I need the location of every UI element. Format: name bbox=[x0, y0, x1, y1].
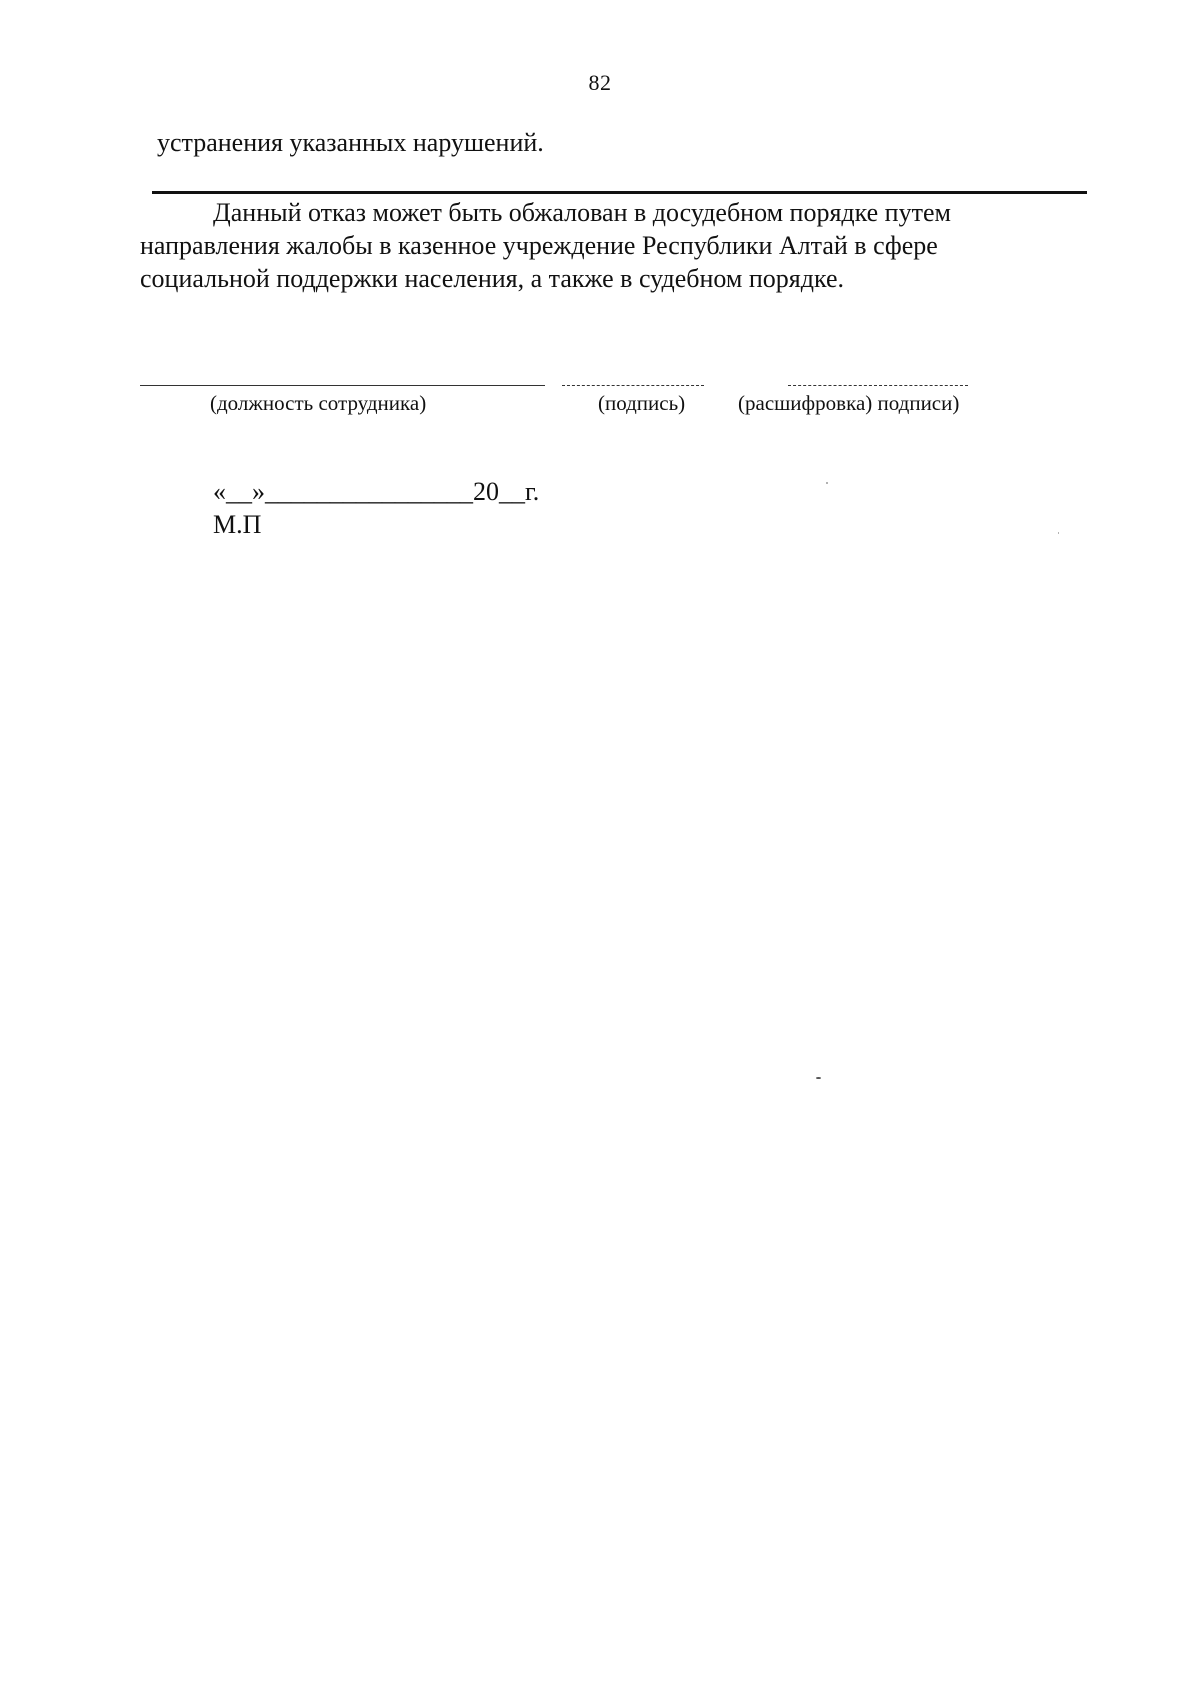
separator-line bbox=[152, 191, 1087, 194]
stamp-label: М.П bbox=[213, 510, 262, 539]
position-signature-line bbox=[140, 385, 545, 386]
scan-speck bbox=[826, 482, 828, 484]
signature-line bbox=[562, 385, 704, 386]
decoding-label: (расшифровка) подписи) bbox=[738, 391, 960, 415]
page-number: 82 bbox=[588, 70, 612, 95]
signature-label: (подпись) bbox=[598, 391, 686, 415]
decoding-signature-line bbox=[788, 385, 968, 386]
continuation-text: устранения указанных нарушений. bbox=[157, 128, 544, 157]
scan-speck bbox=[816, 1077, 821, 1079]
position-label: (должность сотрудника) bbox=[210, 391, 427, 415]
date-line: «__»________________20__г. bbox=[213, 477, 540, 506]
appeal-paragraph: Данный отказ может быть обжалован в досудебном порядке путем направления жалобы в казенное учреждение Республики Алтай в сфере социальной поддержки населения, а также в судебном порядке. bbox=[140, 198, 951, 293]
scan-speck bbox=[1058, 532, 1059, 534]
